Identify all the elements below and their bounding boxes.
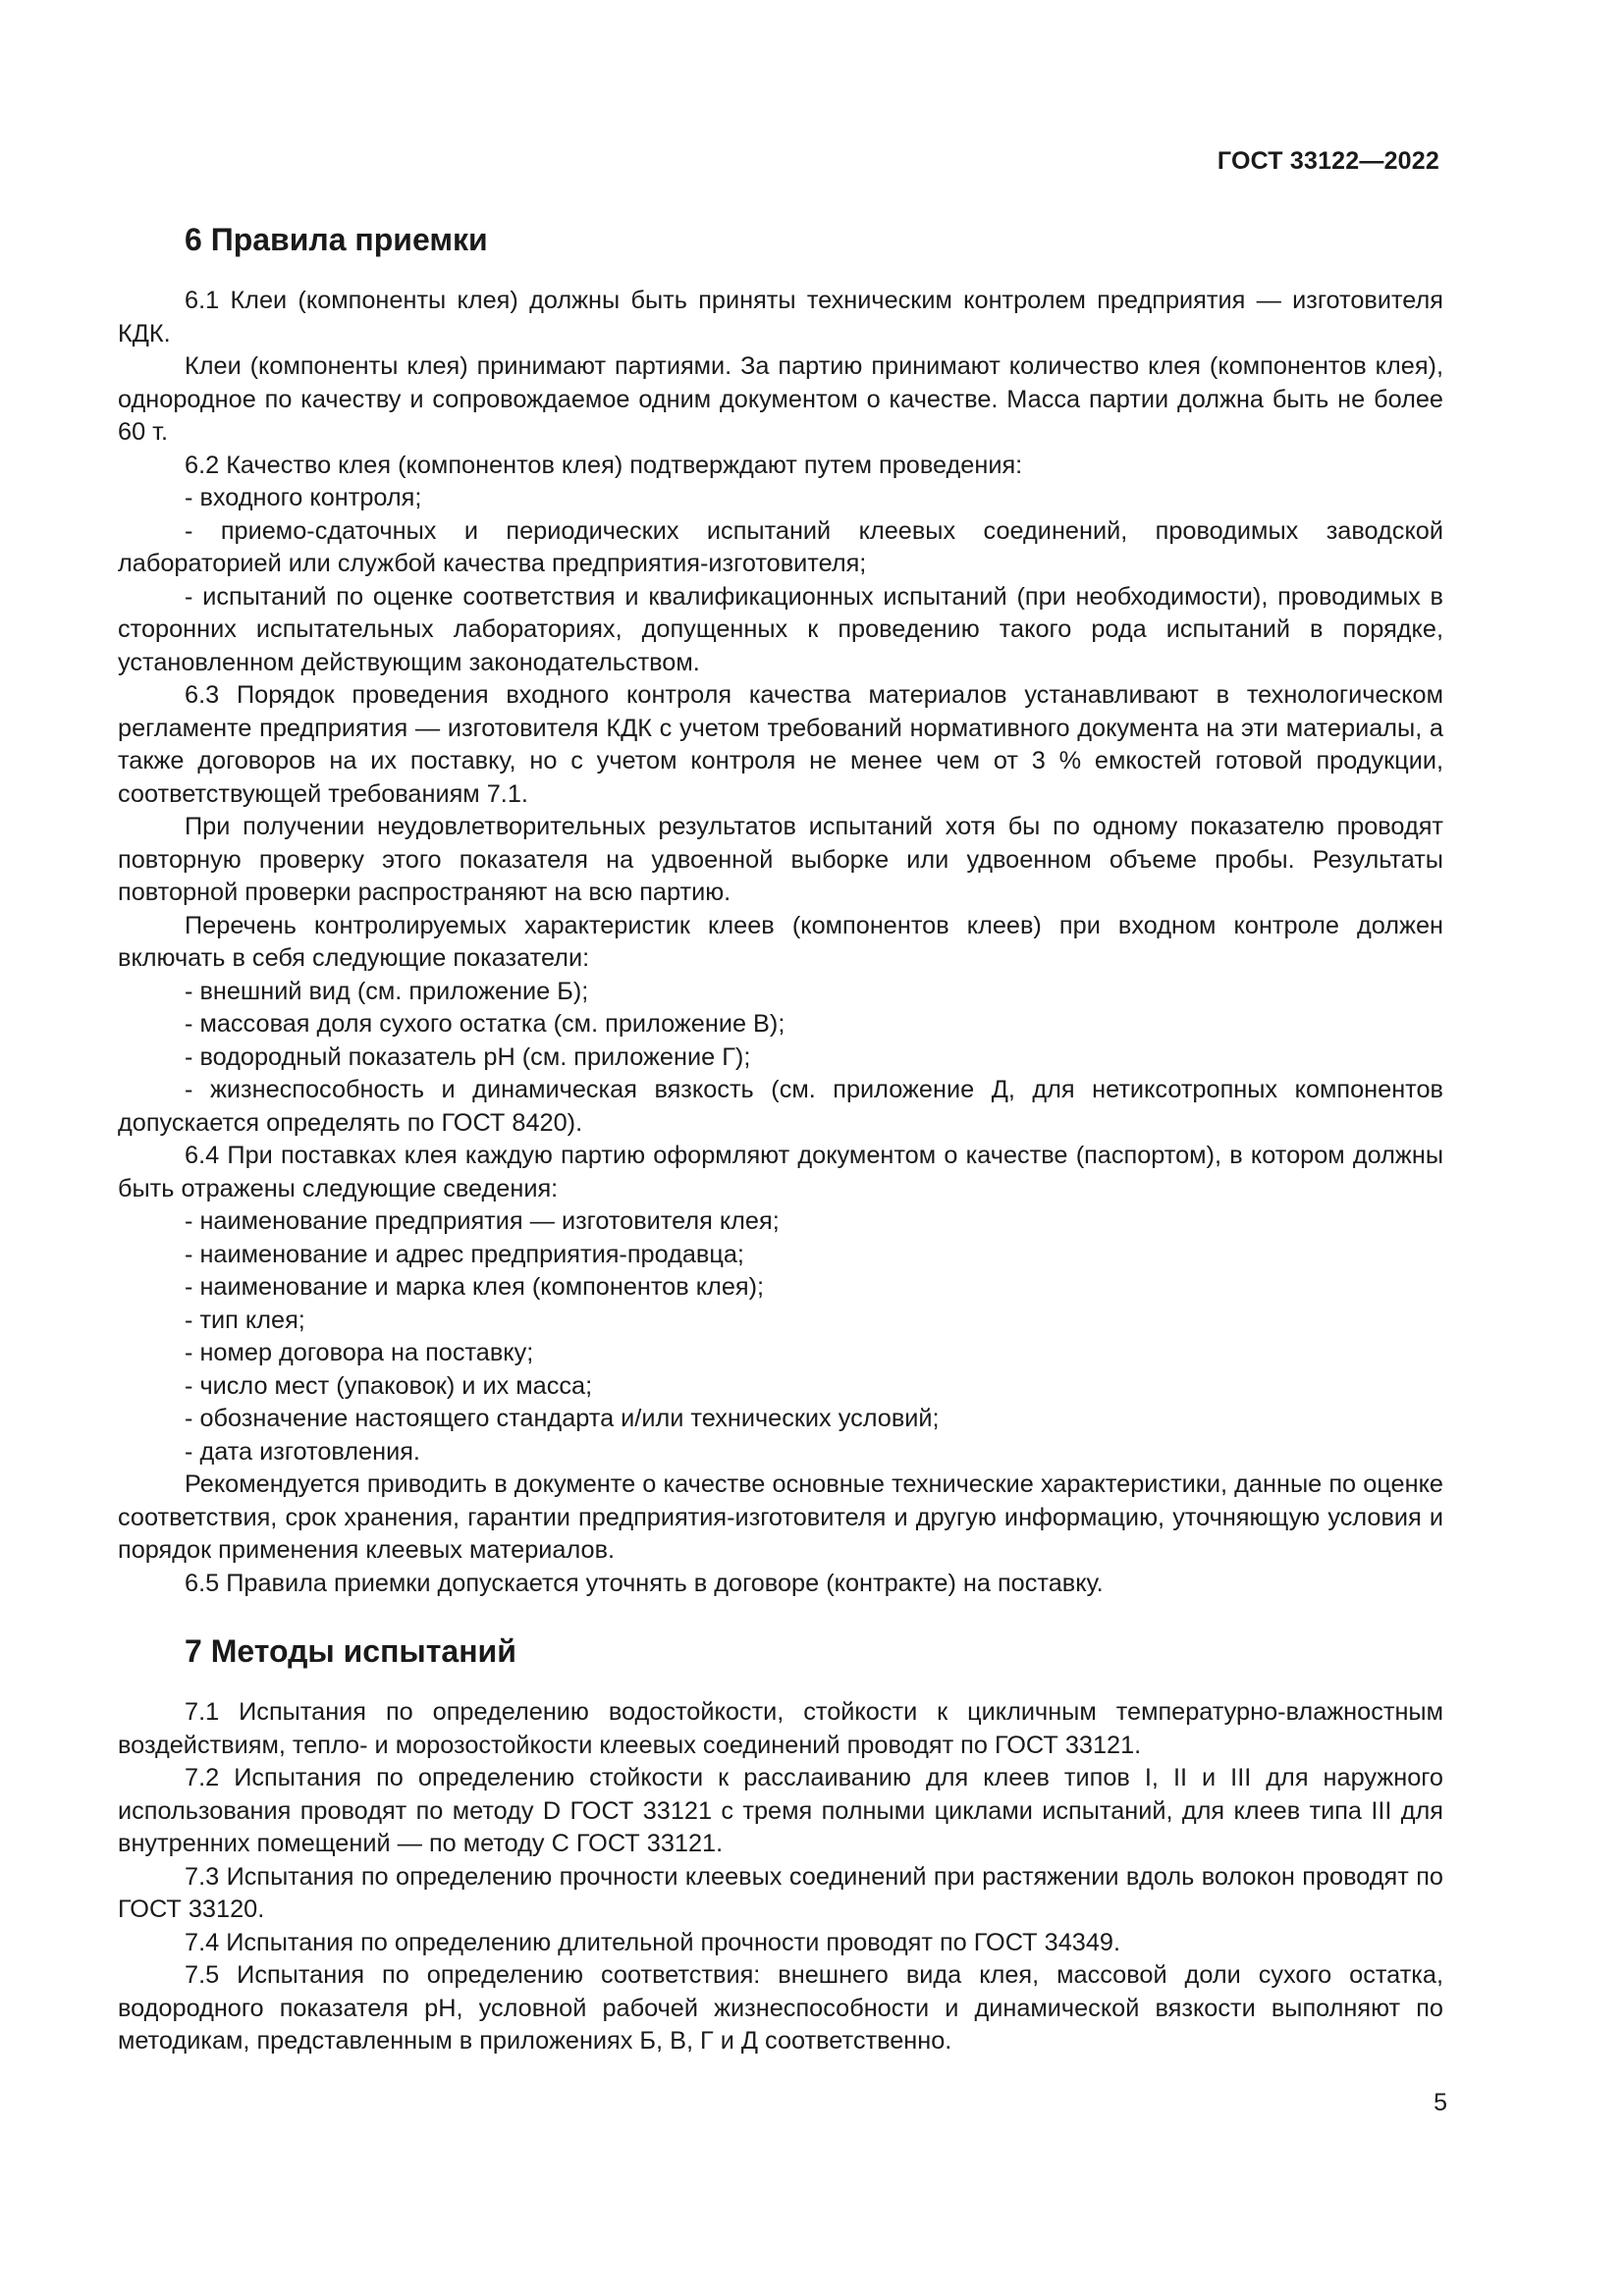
list-item: - обозначение настоящего стандарта и/или технических условий; [185, 1405, 940, 1432]
document-code: ГОСТ 33122—2022 [1217, 147, 1439, 175]
clause-6-4: 6.4 При поставках клея каждую партию оформляют документом о качестве (паспортом), в котором должны быть отражены следующие сведения: [118, 1142, 1443, 1202]
list-item: - массовая доля сухого остатка (см. приложение В); [185, 1010, 785, 1038]
list-item: - наименование и марка клея (компонентов клея); [185, 1273, 765, 1301]
list-item: - тип клея; [185, 1306, 305, 1334]
clause-7-2: 7.2 Испытания по определению стойкости к расслаиванию для клеев типов I, II и III для наружного использования проводят по методу D ГОСТ 33121 с тремя полными циклами испытаний, для клеев типа III для внутренних помещений — по методу C ГОСТ 33121. [118, 1764, 1443, 1857]
page-number: 5 [1434, 2089, 1447, 2116]
clause-6-1: 6.1 Клеи (компоненты клея) должны быть приняты техническим контролем предприятия — изготовителя КДК. [118, 287, 1443, 347]
list-item: - приемо-сдаточных и периодических испытаний клеевых соединений, проводимых заводской лабораторией или службой качества предприятия-изготовителя; [118, 516, 1443, 577]
list-item: - число мест (упаковок) и их масса; [185, 1371, 593, 1400]
paragraph: Рекомендуется приводить в документе о качестве основные технические характеристики, данные по оценке соответствия, срок хранения, гарантии предприятия-изготовителя и другую информацию, уточняющую условия и порядок применения клеевых материалов. [118, 1470, 1443, 1564]
clause-7-4: 7.4 Испытания по определению длительной прочности проводят по ГОСТ 34349. [185, 1928, 1120, 1956]
list-item: - внешний вид (см. приложение Б); [185, 977, 589, 1005]
clause-7-1: 7.1 Испытания по определению водостойкости, стойкости к цикличным температурно-влажностным воздействиям, тепло- и морозостойкости клеевых соединений проводят по ГОСТ 33121. [118, 1698, 1443, 1759]
paragraph: При получении неудовлетворительных результатов испытаний хотя бы по одному показателю проводят повторную проверку этого показателя на удвоенной выборке или удвоенном объеме пробы. Результаты повторной проверки распространяют на всю партию. [118, 813, 1443, 906]
list-item: - наименование предприятия — изготовителя клея; [185, 1207, 780, 1235]
list-item: - наименование и адрес предприятия-продавца; [185, 1240, 744, 1268]
list-item: - испытаний по оценке соответствия и квалификационных испытаний (при необходимости), проводимых в сторонних испытательных лабораториях, допущенных к проведению такого рода испытаний в порядке, установленном действующим законодательством. [118, 582, 1443, 676]
clause-6-3: 6.3 Порядок проведения входного контроля качества материалов устанавливают в технологическом регламенте предприятия — изготовителя КДК с учетом требований нормативного документа на эти материалы, а также договоров на их поставку, но с учетом контроля не менее чем от 3 % емкостей готовой продукции, соответствующей требованиям 7.1. [118, 681, 1443, 808]
clause-6-5: 6.5 Правила приемки допускается уточнять в договоре (контракте) на поставку. [185, 1569, 1104, 1597]
list-item: - входного контроля; [185, 484, 422, 511]
clause-7-5: 7.5 Испытания по определению соответствия: внешнего вида клея, массовой доли сухого остатка, водородного показателя pH, условной рабочей жизнеспособности и динамической вязкости выполняют по методикам, представленным в приложениях Б, В, Г и Д соответственно. [118, 1961, 1443, 2055]
list-item: - водородный показатель pH (см. приложение Г); [185, 1042, 751, 1071]
clause-6-2: 6.2 Качество клея (компонентов клея) подтверждают путем проведения: [185, 451, 1023, 479]
section-7-heading: 7 Методы испытаний [185, 1633, 516, 1669]
list-item: - номер договора на поставку; [185, 1339, 534, 1366]
clause-7-3: 7.3 Испытания по определению прочности клеевых соединений при растяжении вдоль волокон проводят по ГОСТ 33120. [118, 1862, 1443, 1923]
section-6-heading: 6 Правила приемки [185, 222, 488, 257]
paragraph: Клеи (компоненты клея) принимают партиями. За партию принимают количество клея (компонентов клея), однородное по качеству и сопровождаемое одним документом о качестве. Масса партии должна быть не более 60 т. [118, 352, 1443, 446]
list-item: - жизнеспособность и динамическая вязкость (см. приложение Д, для нетиксотропных компонентов допускается определять по ГОСТ 8420). [118, 1076, 1443, 1137]
list-item: - дата изготовления. [185, 1437, 420, 1466]
page-content [118, 218, 1443, 2058]
paragraph: Перечень контролируемых характеристик клеев (компонентов клеев) при входном контроле должен включать в себя следующие показатели: [118, 911, 1443, 972]
